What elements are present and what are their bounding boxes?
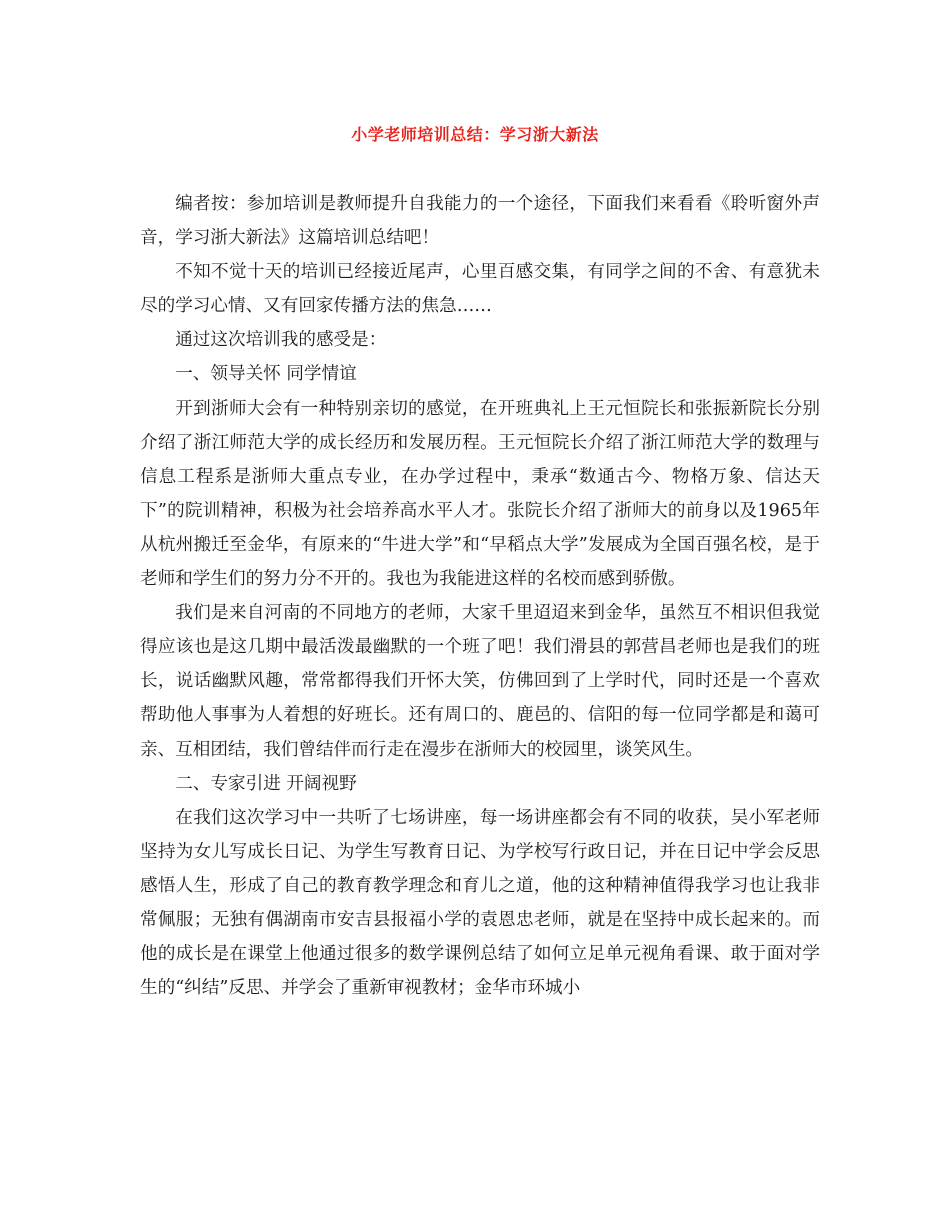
paragraph-section-2-a: 在我们这次学习中一共听了七场讲座，每一场讲座都会有不同的收获，吴小军老师坚持为女儿写成长日记、为学生写教育日记、为学校写行政日记，并在日记中学会反思感悟人生，形成了自己的教育教学理念和育儿之道，他的这种精神值得我学习也让我非常佩服；无独有偶湖南市安吉县报福小学的袁恩忠老师，就是在坚持中成长起来的。而他的成长是在课堂上他通过很多的数学课例总结了如何立足单元视角看课、敢于面对学生的“纠结”反思、并学会了重新审视教材；金华市环城小 [140, 807, 820, 999]
paragraph-editor-note: 编者按：参加培训是教师提升自我能力的一个途径，下面我们来看看《聆听窗外声音，学习浙大新法》这篇培训总结吧！ [140, 194, 820, 249]
paragraph-intro: 不知不觉十天的培训已经接近尾声，心里百感交集，有同学之间的不舍、有意犹未尽的学习心情、又有回家传播方法的焦急…… [140, 262, 820, 317]
document-body [140, 187, 820, 1005]
paragraph-section-1-a: 开到浙师大会有一种特别亲切的感觉，在开班典礼上王元恒院长和张振新院长分别介绍了浙江师范大学的成长经历和发展历程。王元恒院长介绍了浙江师范大学的数理与信息工程系是浙师大重点专业，在办学过程中，秉承“数通古今、物格万象、信达天下”的院训精神，积极为社会培养高水平人才。张院长介绍了浙师大的前身以及1965年从杭州搬迁至金华，有原来的“牛进大学”和“早稻点大学”发展成为全国百强名校，是于老师和学生们的努力分不开的。我也为我能进这样的名校而感到骄傲。 [140, 398, 820, 590]
section-heading-1: 一、领导关怀 同学情谊 [175, 364, 357, 385]
paragraph-feelings-lead: 通过这次培训我的感受是： [175, 330, 387, 351]
section-heading-2: 二、专家引进 开阔视野 [175, 773, 357, 794]
paragraph-section-1-b: 我们是来自河南的不同地方的老师，大家千里迢迢来到金华，虽然互不相识但我觉得应该也是这几期中最活泼最幽默的一个班了吧！我们滑县的郭营昌老师也是我们的班长，说话幽默风趣，常常都得我们开怀大笑，仿佛回到了上学时代，同时还是一个喜欢帮助他人事事为人着想的好班长。还有周口的、鹿邑的、信阳的每一位同学都是和蔼可亲、互相团结，我们曾结伴而行走在漫步在浙师大的校园里，谈笑风生。 [140, 603, 820, 760]
document-title: 小学老师培训总结：学习浙大新法 [351, 125, 599, 144]
